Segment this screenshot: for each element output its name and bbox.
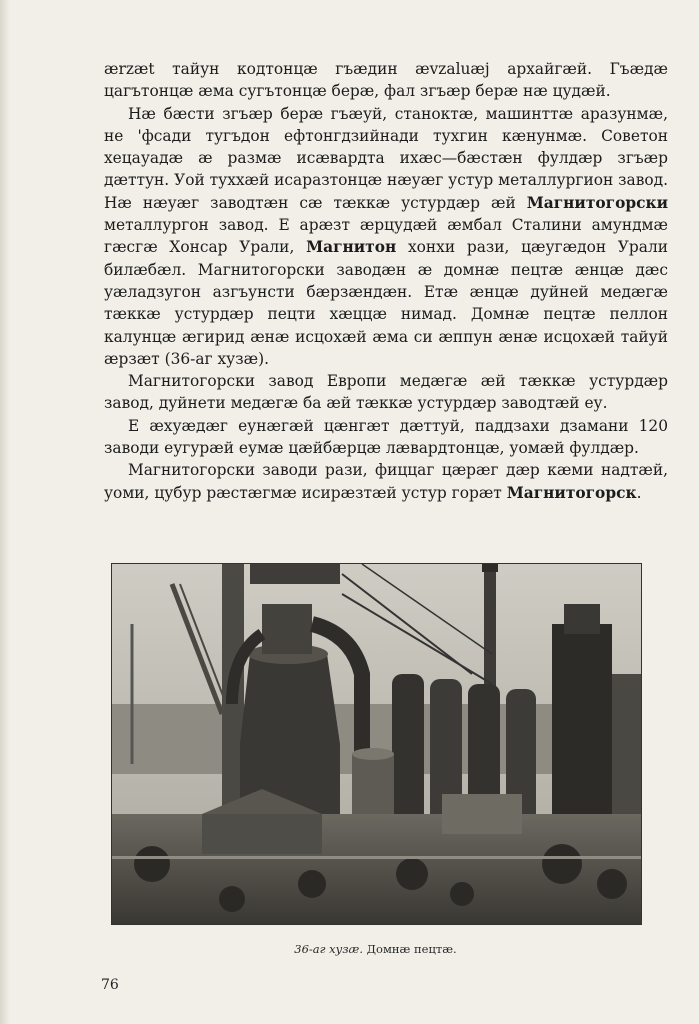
figure-caption bbox=[111, 942, 640, 956]
paragraph-5-text-b: . bbox=[636, 483, 642, 502]
blast-furnaces-photo bbox=[111, 563, 642, 925]
paragraph-2-text-a: Нæ бæсти згъæр берæ гъæуй, станоктæ, машинттæ аразунмæ, не 'фсади тугъдон ефтонгдзийнади тухгин кæнунмæ. Советон хецауадæ æ размæ исæвардта ихæс—бæстæн фулдæр згъæр дæттун. Уой туххæй исаразтонцæ нæуæг устур металлургион завод. Нæ нæуæг заводтæн сæ тæккæ устурдæр æй bbox=[104, 104, 668, 212]
paragraph-2 bbox=[104, 103, 668, 371]
blast-furnaces-illustration bbox=[112, 564, 641, 924]
caption-text: Домнæ пецтæ. bbox=[363, 942, 457, 956]
bold-magniton: Магнитон bbox=[306, 238, 397, 257]
bold-magnitogorsk: Магнитогорск bbox=[506, 483, 637, 502]
body-text bbox=[104, 58, 668, 504]
paragraph-1: ærzæt тайун кодтонцæ гъæдин ævzaluæj архайгæй. Гъæдæ цагътонцæ æма сугътонцæ берæ, фал згъæр берæ нæ цудæй. bbox=[104, 60, 668, 101]
paragraph-4: Е æхуæдæг еунæгæй цæнгæт дæттуй, паддзахи дзамани 120 заводи еугурæй еумæ цæйбæрцæ лæвардтонцæ, уомæй фулдæр. bbox=[104, 416, 668, 458]
paragraph-2-text-b: металлургон завод. Е арæзт æрцудæй æмбал Сталини амундмæ гæсгæ Хонсар Урали, bbox=[104, 216, 668, 257]
paragraph-5-text-a: Магнитогорски заводи рази, фиццаг цæрæг дæр кæми надтæй, уоми, цубур рæстæгмæ исирæзтæй устур горæт bbox=[104, 461, 668, 502]
bold-magnitogorski: Магнитогорски bbox=[526, 193, 668, 212]
page-number: 76 bbox=[101, 977, 119, 993]
page-edge bbox=[0, 0, 10, 1024]
paragraph-5 bbox=[104, 459, 668, 504]
paragraph-2-text-c: хонхи рази, цæугæдон Урали билæбæл. Магнитогорски заводæн æ домнæ пецтæ æнцæ дæс уæладзугон азгъунсти бæрзæндæн. Етæ æнцæ дуйней медæгæ тæккæ устурдæр пецти хæццæ нимад. Домнæ пецтæ пеллон калунцæ æгирид æнæ исцохæй æма си æппун æнæ исцохæй тайуй æрзæт (36-аг хузæ). bbox=[104, 238, 668, 368]
paragraph-3: Магнитогорски завод Европи медæгæ æй тæккæ устурдæр завод, дуйнети медæгæ ба æй тæккæ устурдæр заводтæй еу. bbox=[104, 372, 668, 413]
caption-number: 36-аг хузæ. bbox=[294, 942, 364, 956]
